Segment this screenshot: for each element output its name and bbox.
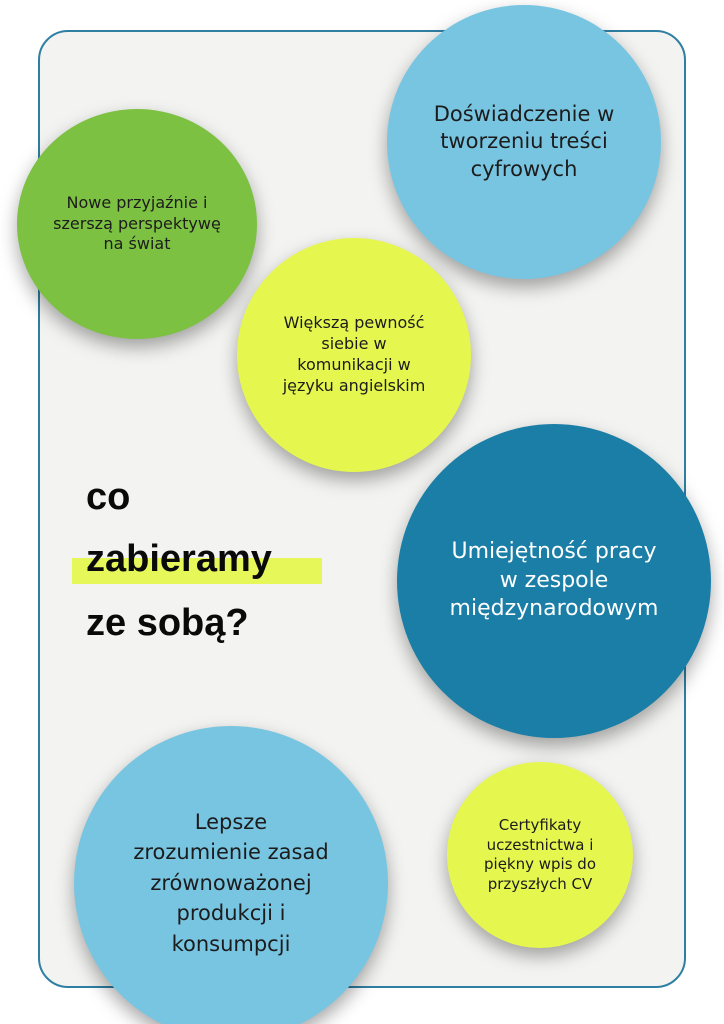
circle-sustainable-production-text: Lepsze zrozumienie zasad zrównoważonej produkcji i konsumpcji <box>133 809 329 956</box>
circle-international-team <box>397 424 711 738</box>
heading-line-1: co <box>86 476 131 518</box>
heading-line-3: ze sobą? <box>86 602 249 644</box>
circle-friendships <box>17 109 257 339</box>
circle-certificates <box>447 762 633 948</box>
circle-friendships-text: Nowe przyjaźnie i szerszą perspektywę na świat <box>53 192 221 254</box>
circle-international-team-text: Umiejętność pracy w zespole międzynarodowym <box>449 539 659 622</box>
circle-digital-content <box>387 5 661 279</box>
circle-english-confidence <box>237 238 471 472</box>
circle-certificates-text: Certyfikaty uczestnictwa i piękny wpis do przyszłych CV <box>484 816 596 893</box>
circle-sustainable-production <box>74 726 388 1024</box>
heading-line-2: zabieramy <box>86 538 272 580</box>
circle-english-confidence-text: Większą pewność siebie w komunikacji w języku angielskim <box>282 313 426 395</box>
circle-digital-content-text: Doświadczenie w tworzeniu treści cyfrowych <box>433 102 615 181</box>
